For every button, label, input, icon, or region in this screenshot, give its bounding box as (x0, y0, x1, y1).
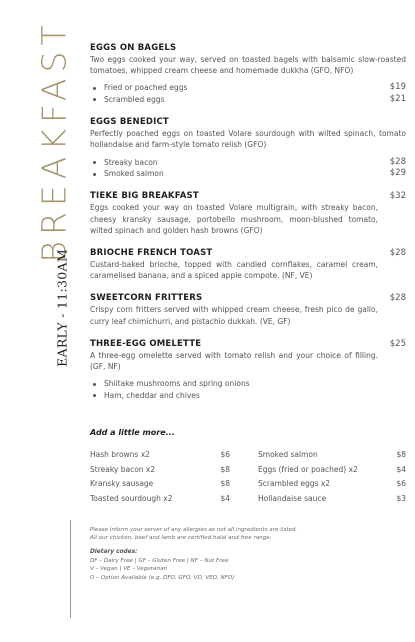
extra-price: $6 (220, 450, 230, 459)
item-name: BRIOCHE FRENCH TOAST (90, 248, 213, 259)
item-price: $28 (389, 293, 406, 304)
menu-items (90, 42, 406, 412)
extra-label: Hash browns x2 (90, 450, 150, 459)
item-name: EGGS ON BAGELS (90, 43, 177, 53)
menu-item (90, 190, 406, 236)
option-row (90, 157, 406, 168)
extra-label: Hollandaise sauce (258, 493, 327, 503)
footer-notes (70, 520, 406, 618)
extra-label: Streaky bacon x2 (90, 464, 156, 474)
option-label: Fried or poached eggs (104, 83, 188, 93)
extra-row (90, 463, 230, 478)
extras-heading: Add a little more... (90, 428, 175, 437)
menu-section-title: BREAKFAST (34, 18, 74, 263)
item-description: A three-egg omelette served with tomato relish and your choice of filling. (GF, NF) (90, 350, 378, 372)
extra-row (90, 477, 230, 492)
item-description: Eggs cooked your way on toasted Volare multigrain, with streaky bacon, cheesy kransky sausage, portobello mushroom, moon-blushed tomato, wilted spinach and golden hash browns (GFO) (90, 203, 378, 235)
dietary-codes-heading: Dietary codes: (90, 548, 138, 555)
extra-row (258, 492, 406, 507)
menu-item (90, 338, 406, 401)
item-options (90, 378, 406, 401)
item-name: TIEKE BIG BREAKFAST (90, 191, 199, 202)
option-price: $19 (389, 82, 406, 93)
item-description: Custard-baked brioche, topped with candied cornflakes, caramel cream, caramelised banana, and a spiced apple compote. (NF, VE) (90, 260, 378, 281)
dietary-code-line: V – Vegan | VE – Vegetarian (90, 566, 168, 573)
item-description: Perfectly poached eggs on toasted Volare sourdough with wilted spinach, tomato hollandaise and farm-style tomato relish (GFO) (90, 129, 406, 150)
extra-price: $6 (396, 479, 406, 488)
dietary-code-line: DF – Dairy Free | GF – Gluten Free | NF – Nut Free (90, 557, 229, 564)
allergy-note: Please inform your server of any allergies as not all ingredients are listed. (90, 527, 298, 533)
extra-price: $4 (220, 493, 230, 503)
option-label: Ham, cheddar and chives (104, 390, 200, 400)
item-name: SWEETCORN FRITTERS (90, 293, 203, 304)
item-options (90, 82, 406, 105)
extra-price: $8 (220, 479, 230, 488)
option-label: Streaky bacon (104, 157, 158, 167)
item-name: THREE-EGG OMELETTE (90, 338, 202, 349)
menu-item (90, 42, 406, 105)
option-row (90, 168, 406, 179)
option-label: Scrambled eggs (104, 94, 165, 104)
option-row (90, 94, 406, 105)
side-title (30, 18, 78, 263)
option-price: $21 (389, 93, 406, 104)
extra-label: Eggs (fried or poached) x2 (258, 464, 358, 474)
extras-column-right (258, 448, 406, 506)
option-row (90, 390, 406, 401)
item-description: Crispy corn fritters served with whipped cream cheese, fresh pico de gallo, curry leaf chimichurri, and pistachio dukkah. (VE, GF) (90, 305, 378, 326)
option-row (90, 82, 406, 93)
extra-row (90, 448, 230, 463)
item-price: $25 (389, 338, 406, 349)
item-price: $32 (389, 191, 406, 202)
item-price: $28 (389, 248, 406, 259)
dietary-code-line: O – Option Available (e.g. DFO, GFO, VO, VEO, NFO) (90, 574, 235, 581)
option-label: Shiitake mushrooms and spring onions (104, 379, 250, 389)
option-price: $28 (389, 156, 406, 167)
item-options (90, 157, 406, 180)
item-name: EGGS BENEDICT (90, 117, 169, 128)
extra-row (258, 477, 406, 492)
halal-note: All our chicken, beef and lamb are certified halal and free range. (90, 535, 272, 542)
extra-price: $8 (396, 450, 406, 459)
extra-label: Kransky sausage (90, 479, 154, 488)
menu-item (90, 116, 406, 179)
extra-row (258, 463, 406, 478)
extra-label: Toasted sourdough x2 (90, 493, 173, 503)
option-price: $29 (389, 168, 406, 179)
menu-item (90, 247, 406, 281)
side-time (52, 249, 72, 367)
extra-label: Scrambled eggs x2 (258, 479, 331, 488)
extra-price: $3 (396, 493, 406, 503)
menu-item (90, 292, 406, 326)
extra-row (90, 492, 230, 507)
extra-label: Smoked salmon (258, 450, 318, 459)
item-description: Two eggs cooked your way, served on toasted bagels with balsamic slow-roasted tomatoes, whipped cream cheese and homemade dukkha (GFO, NFO) (90, 55, 406, 76)
extra-price: $4 (396, 464, 406, 474)
extra-price: $8 (220, 464, 230, 474)
option-label: Smoked salmon (104, 169, 164, 179)
menu-section-hours: EARLY - 11:30AM (54, 249, 70, 367)
extras-column-left (90, 448, 230, 506)
option-row (90, 378, 406, 389)
extra-row (258, 448, 406, 463)
